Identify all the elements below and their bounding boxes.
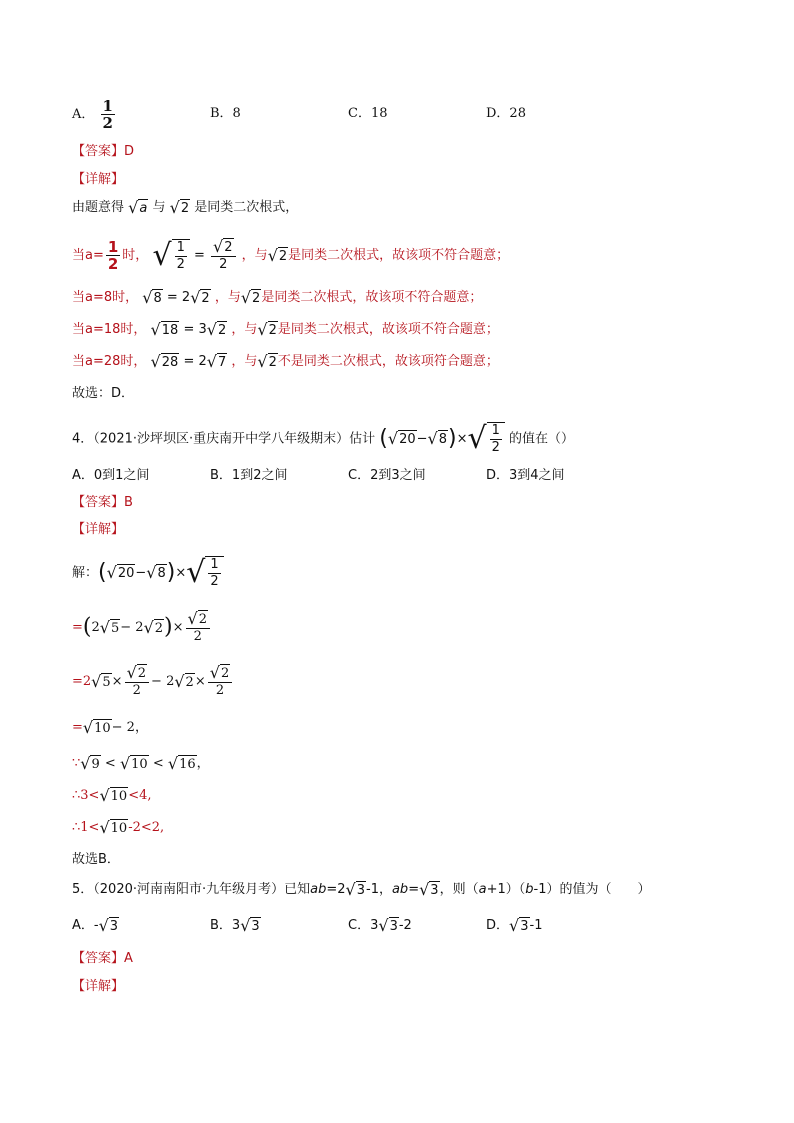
expr: √ 18 = 3 √ 2 [150,319,227,339]
numerator: 1 [102,97,113,115]
variable: b [525,882,534,897]
q4-option-c: C．2到3之间 [348,468,426,483]
text: 与 [152,200,166,215]
radicand: 18 [161,322,179,338]
radicand: 2 [185,674,194,690]
text: 是同类二次根式， [194,200,299,215]
radicand: 28 [161,354,179,370]
text: 是同类二次根式，故该项不符合题意； [261,290,483,305]
text: +1）（ [486,882,526,897]
radicand: 8 [157,566,166,581]
radicand: 2 [201,290,210,306]
denominator: 2 [176,256,185,272]
question-text: 的值在（） [509,431,575,447]
text: 当a=18时， [72,322,147,337]
operator: < [152,756,164,771]
q5-answer [72,949,133,969]
text: − 2 [120,620,144,635]
q4-option-a: A．0到1之间 [72,468,150,483]
denominator: 2 [491,440,500,455]
sqrt: √ 2 [240,287,261,307]
denominator: 2 [219,257,228,272]
radicand: 3 [430,882,439,898]
text: 由题意得 [72,200,125,215]
text: ， [196,756,210,771]
text: =2 [72,674,92,689]
radicand: 2 [137,666,147,681]
text: 当a= [72,248,104,263]
text: -2 [398,918,412,933]
text: 2 [91,620,100,635]
operator: × [172,620,184,635]
radicand: 3 [389,918,398,934]
radicand: 20 [399,432,416,447]
radicand: 8 [438,432,447,447]
option-label: C．3 [348,918,379,933]
q4-step-4: = √ 10 − 2， [72,717,148,737]
radicand: 10 [94,720,111,736]
operator: − [416,431,428,447]
answer-value: A [124,951,133,966]
answer-value: D [124,144,135,159]
text: ∵ [72,756,81,771]
answer-label: 【答案】 [72,144,125,159]
q4-option-d: D．3到4之间 [486,468,565,483]
q4-stem: 4．（2021·沙坪坝区·重庆南开中学八年级期末）估计 ( √ 20 − √ 8 )× √ $\frac{1}{2}$ 的值在（） [72,421,575,456]
denominator: 2 [132,683,141,698]
radicand: 16 [179,756,196,772]
radicand: 9 [91,756,100,772]
text: ，与 [231,322,258,337]
text: ，与 [231,354,258,369]
radicand: 2 [217,322,227,338]
text: 当a=8时， [72,290,139,305]
text: ，与 [241,248,268,263]
q3-line-4 [72,320,499,340]
radicand: 3 [356,882,365,898]
fraction: √ 2 2 [211,238,235,273]
q4-step-6: ∴3< √ 10 <4, [72,785,152,805]
variable: a [478,882,487,897]
sqrt: √ $\frac{1}{2}$ [186,556,223,590]
sqrt: √ 2 [257,319,277,339]
text: = [72,620,83,635]
denominator: 2 [215,683,225,698]
expr: √ 8 = 2 √ 2 [142,287,210,307]
radicand: 2 [268,322,277,338]
sqrt: √ $\frac{1}{2}$ [468,422,505,456]
radicand: a [139,200,148,216]
text: 不是同类二次根式，故该项符合题意； [277,354,499,369]
q3-line-3 [72,288,482,308]
q5-stem: 5．（2020·河南南阳市·九年级月考）已知ab=2 √ 3 -1，ab= √ 3 ，则（a+1）（b-1）的值为（ ） [72,879,651,899]
question-text: ，则（ [439,882,479,897]
denominator: 2 [102,114,113,132]
q4-detail-label: 【详解】 [72,522,125,537]
answer-label: 【答案】 [72,495,125,510]
radicand: 3 [109,918,119,934]
numerator: 1 [210,557,219,572]
text: 是同类二次根式，故该项不符合题意； [288,248,510,263]
denominator: 2 [193,629,202,644]
numerator: 1 [176,239,185,255]
radicand: 2 [252,290,261,306]
text: = 3 [183,322,207,337]
question-text: 4．（2021·沙坪坝区·重庆南开中学八年级期末）估计 [72,431,376,447]
option-label: A． [72,107,95,122]
operator: < [104,756,116,771]
radicand: 3 [251,918,260,934]
q3-option-b: B．8 [210,106,241,121]
answer-label: 【答案】 [72,951,125,966]
text: 当a=28时， [72,354,147,369]
text: =2 [326,882,346,897]
text: -1 [529,918,543,933]
q4-option-b: B．1到2之间 [210,468,288,483]
text: ∴1< [72,820,100,835]
operator: × [456,431,468,447]
radicand: 5 [102,674,111,690]
q3-line-5 [72,352,499,372]
expr: √ 28 = 2 √ 7 [150,351,227,371]
variable: ab [310,882,327,897]
q4-conclusion: 故选B． [72,852,120,867]
text: = 2 [183,354,207,369]
q3-option-d: D．28 [486,106,526,121]
radicand: 2 [154,620,164,636]
sqrt: √ 2 [267,245,288,265]
sqrt: √ a [128,197,148,217]
radicand: 2 [268,354,277,370]
operator: × [111,674,123,689]
text: <4, [128,788,152,803]
radicand: 5 [110,620,120,636]
text: -2<2, [128,820,165,835]
radicand: 2 [220,666,230,681]
denominator: 2 [107,255,119,273]
radicand: 7 [217,354,227,370]
radicand: 2 [180,200,190,216]
text: − 2 [151,674,175,689]
equals: = [194,248,205,263]
q5-option-a: A．- √ 3 [72,915,119,935]
question-text: -1）的值为（ ） [533,882,651,897]
radicand: 2 [278,248,288,264]
q3-line-1 [72,198,298,218]
radicand: 2 [224,240,233,255]
text: -1， [366,882,392,897]
option-label: B．3 [210,918,241,933]
text: = 2 [166,290,191,305]
numerator: 1 [107,238,119,256]
radicand: 10 [110,788,128,804]
numerator: 1 [491,423,500,438]
text: = [408,882,420,897]
text: ∴3< [72,788,100,803]
q3-option-c: C．18 [348,106,388,121]
q3-detail-label: 【详解】 [72,172,125,187]
question-text: 5．（2020·河南南阳市·九年级月考）已知 [72,882,311,897]
text: 时， [122,248,149,263]
q4-step-5: ∵ √ 9 < √ 10 < √ 16 ， [72,753,210,773]
fraction [106,239,120,272]
q5-option-d: D． √ 3 -1 [486,915,543,935]
option-label: D． [486,918,510,933]
q5-option-b: B．3 √ 3 [210,915,260,935]
operator: × [175,565,187,581]
variable: ab [391,882,409,897]
sqrt: √ $\frac{1}{2}$ [152,239,189,273]
text: ，与 [214,290,241,305]
q3-option-a [72,98,117,131]
q4-step-2: =(2 √ 5 − 2 √ 2 )× √ 2 2 [72,610,212,645]
radicand: 10 [110,820,128,836]
option-label: A．- [72,918,99,933]
radicand: 8 [153,290,162,306]
fraction [101,98,115,131]
text: − 2， [111,720,148,735]
q5-detail-label: 【详解】 [72,979,125,994]
text: 解： [72,565,99,581]
operator: − [135,565,147,581]
sqrt: √ 2 [257,351,277,371]
operator: × [194,674,206,689]
answer-value: B [124,495,133,510]
q4-step-7: ∴1< √ 10 -2<2, [72,817,165,837]
q4-step-3: =2 √ 5 × √ 2 2 − 2 √ 2 × √ 2 2 [72,664,234,699]
q3-conclusion: 故选：D． [72,386,135,401]
q3-answer [72,142,134,162]
radicand: 10 [131,756,148,772]
q3-line-2 [72,238,509,273]
text: 是同类二次根式，故该项不符合题意； [277,322,499,337]
q4-answer [72,493,133,513]
denominator: 2 [210,574,219,589]
radicand: 3 [520,918,529,934]
text: = [72,720,83,735]
sqrt: √ 2 [169,197,190,217]
q4-step-1: 解：( √ 20 − √ 8 )× √ $\frac{1}{2}$ [72,556,224,590]
radicand: 2 [198,612,208,627]
radicand: 20 [117,566,135,581]
q5-option-c: C．3 √ 3 -2 [348,915,412,935]
